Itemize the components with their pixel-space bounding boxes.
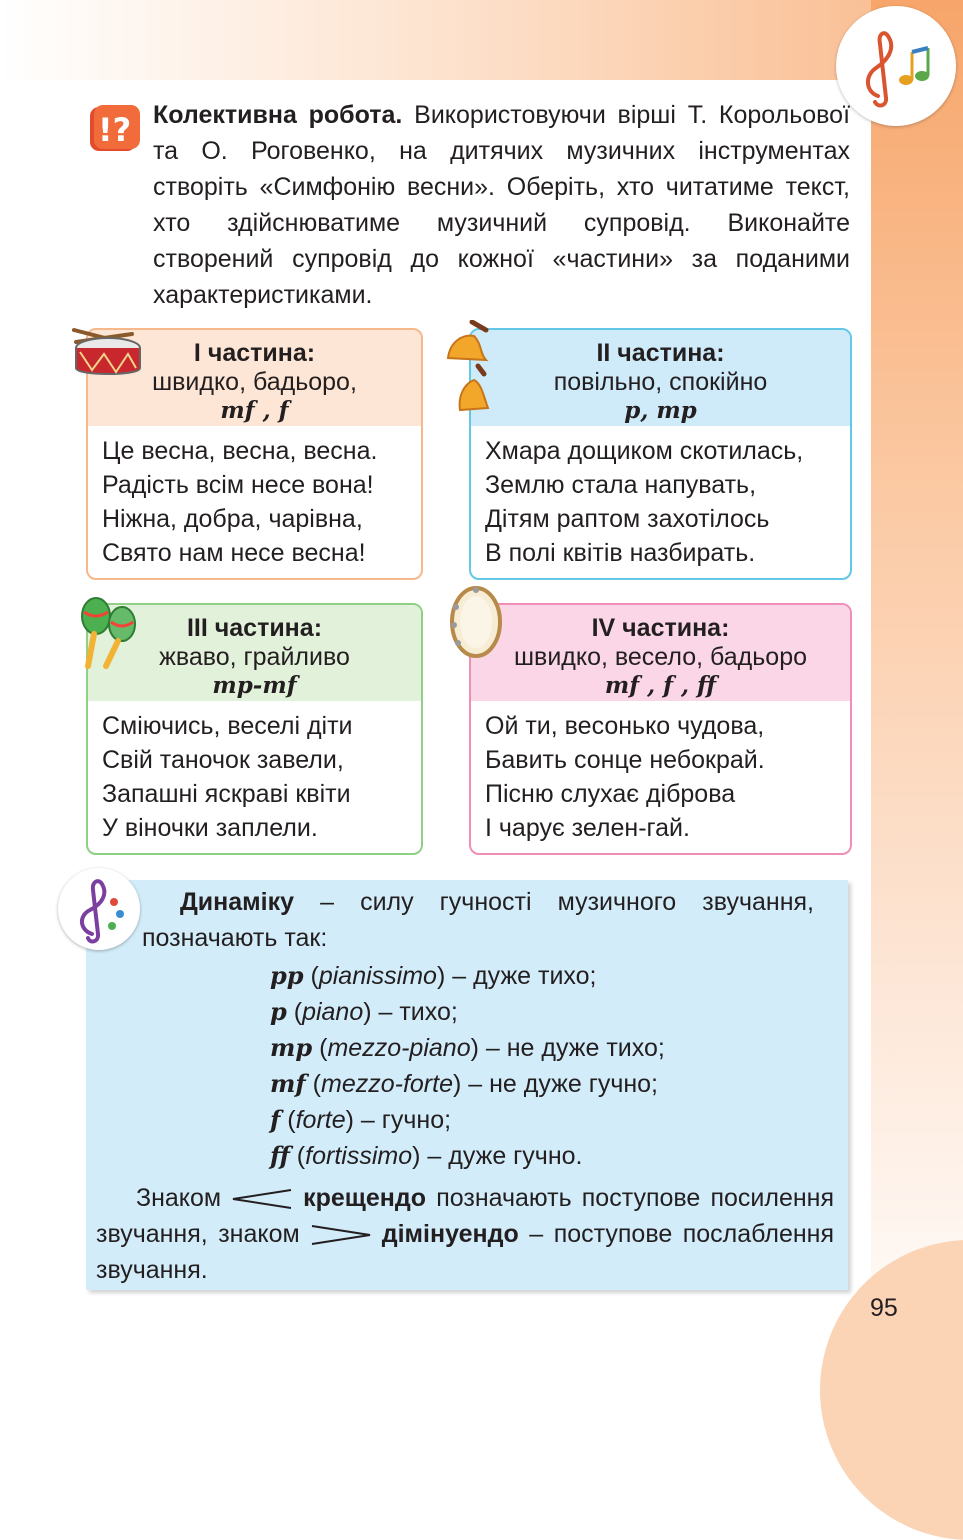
dynamics-symbol: f bbox=[270, 1105, 281, 1134]
dynamics-definition bbox=[142, 884, 814, 956]
dynamics-meaning: ) – дуже гучно. bbox=[412, 1142, 583, 1170]
page-background-right bbox=[871, 0, 963, 1394]
bells-icon bbox=[442, 320, 500, 416]
crescendo-term: крещендо bbox=[303, 1184, 427, 1212]
dynamics-symbol: mp bbox=[270, 1033, 313, 1062]
dynamics-symbol: mf bbox=[270, 1069, 306, 1098]
part-description: жваво, грайливо bbox=[159, 643, 350, 671]
dynamics-symbol: p bbox=[270, 997, 287, 1026]
dynamics-item: mf (mezzo-forte) – не дуже гучно; bbox=[270, 1069, 659, 1098]
dynamics-list bbox=[270, 958, 665, 1174]
part-2-card bbox=[469, 328, 852, 580]
dynamics-meaning: ) – тихо; bbox=[363, 998, 458, 1026]
poem-line: Пісню слухає діброва bbox=[485, 780, 736, 808]
poem-line: Ой ти, весонько чудова, bbox=[485, 712, 765, 740]
svg-text:!?: !? bbox=[98, 111, 132, 149]
poem-line: Хмара дощиком скотилась, bbox=[485, 437, 804, 465]
part-4-poem bbox=[471, 701, 850, 845]
part-2-poem bbox=[471, 426, 850, 570]
clef-badge bbox=[58, 868, 140, 950]
intro-paragraph bbox=[153, 97, 850, 313]
part-dynamics: p, mp bbox=[624, 397, 697, 424]
treble-clef-icon bbox=[62, 872, 136, 946]
dynamics-item: ff (fortissimo) – дуже гучно. bbox=[270, 1141, 583, 1170]
part-1-poem bbox=[88, 426, 421, 570]
part-title: ІІ частина: bbox=[596, 339, 725, 367]
dynamics-meaning: ) – гучно; bbox=[345, 1106, 452, 1134]
intro-title: Колективна робота. bbox=[153, 101, 403, 129]
poem-line: У віночки заплели. bbox=[102, 814, 318, 842]
part-description: повільно, спокійно bbox=[553, 368, 768, 396]
poem-line: І чарує зелен-гай. bbox=[485, 814, 690, 842]
drum-icon bbox=[70, 322, 146, 380]
page-number: 95 bbox=[870, 1294, 898, 1322]
maracas-icon bbox=[76, 594, 144, 672]
part-3-poem bbox=[88, 701, 421, 845]
dynamics-meaning: ) – не дуже гучно; bbox=[452, 1070, 659, 1098]
crescendo-diminuendo-text bbox=[96, 1180, 834, 1288]
part-2-header bbox=[471, 330, 850, 426]
music-logo bbox=[836, 6, 956, 126]
dynamics-definition-text: – силу гучності музичного звучання, позначають так: bbox=[142, 888, 814, 952]
dynamics-item: pp (pianissimo) – дуже тихо; bbox=[270, 961, 597, 990]
poem-line: Ніжна, добра, чарівна, bbox=[102, 505, 363, 533]
sign-text-1: Знаком bbox=[136, 1184, 222, 1212]
poem-line: Свято нам несе весна! bbox=[102, 539, 366, 567]
tambourine-icon bbox=[448, 585, 504, 659]
part-dynamics: mp-mf bbox=[212, 672, 297, 699]
diminuendo-term: дімінуендо bbox=[381, 1220, 519, 1248]
dynamics-meaning: ) – дуже тихо; bbox=[436, 962, 597, 990]
poem-line: Запашні яскраві квіти bbox=[102, 780, 351, 808]
poem-line: Радість всім несе вона! bbox=[102, 471, 374, 499]
dynamics-symbol: ff bbox=[270, 1141, 290, 1170]
part-title: IV частина: bbox=[591, 614, 730, 642]
part-description: швидко, бадьоро, bbox=[152, 368, 357, 396]
part-dynamics: mf , f , ff bbox=[604, 672, 717, 699]
diminuendo-sign-icon bbox=[310, 1224, 372, 1246]
poem-line: Землю стала напувать, bbox=[485, 471, 757, 499]
dynamics-name: mezzo-forte bbox=[321, 1070, 453, 1098]
dynamics-item: p (piano) – тихо; bbox=[270, 997, 458, 1026]
part-title: І частина: bbox=[193, 339, 316, 367]
part-description: швидко, весело, бадьоро bbox=[513, 643, 808, 671]
part-dynamics: mf , f bbox=[220, 397, 289, 424]
part-title: ІІІ частина: bbox=[186, 614, 323, 642]
treble-clef-notes-icon bbox=[848, 18, 944, 114]
poem-line: Сміючись, веселі діти bbox=[102, 712, 353, 740]
intro-text: Використовуючи вірші Т. Корольової та О. Роговенко, на дитячих музичних інструментах створіть «Симфонію весни». Оберіть, хто читатиме текст, хто здійснюватиме музичний супровід. Виконайте створений супровід до кожної «частини» за поданими характеристиками. bbox=[153, 101, 851, 309]
question-exclamation-icon bbox=[88, 103, 140, 155]
dynamics-name: fortissimo bbox=[305, 1142, 413, 1170]
dynamics-item: f (forte) – гучно; bbox=[270, 1105, 452, 1134]
dynamics-name: forte bbox=[295, 1106, 346, 1134]
part-4-header bbox=[471, 605, 850, 701]
poem-line: Свій таночок завели, bbox=[102, 746, 344, 774]
dynamics-term: Динаміку bbox=[180, 888, 295, 916]
dynamics-name: pianissimo bbox=[318, 962, 437, 990]
crescendo-sign-icon bbox=[231, 1188, 293, 1210]
part-4-card bbox=[469, 603, 852, 855]
poem-line: Це весна, весна, весна. bbox=[102, 437, 378, 465]
dynamics-name: mezzo-piano bbox=[327, 1034, 471, 1062]
sign-text-2: позначають поступове посилення звучання, знаком bbox=[96, 1184, 834, 1248]
poem-line: Дітям раптом захотілось bbox=[485, 505, 770, 533]
dynamics-meaning: ) – не дуже тихо; bbox=[470, 1034, 665, 1062]
poem-line: Бавить сонце небокрай. bbox=[485, 746, 765, 774]
sign-text-3: – поступове послаблення звучання. bbox=[96, 1220, 835, 1284]
dynamics-item: mp (mezzo-piano) – не дуже тихо; bbox=[270, 1033, 665, 1062]
dynamics-name: piano bbox=[302, 998, 364, 1026]
poem-line: В полі квітів назбирать. bbox=[485, 539, 756, 567]
dynamics-symbol: pp bbox=[270, 961, 304, 990]
